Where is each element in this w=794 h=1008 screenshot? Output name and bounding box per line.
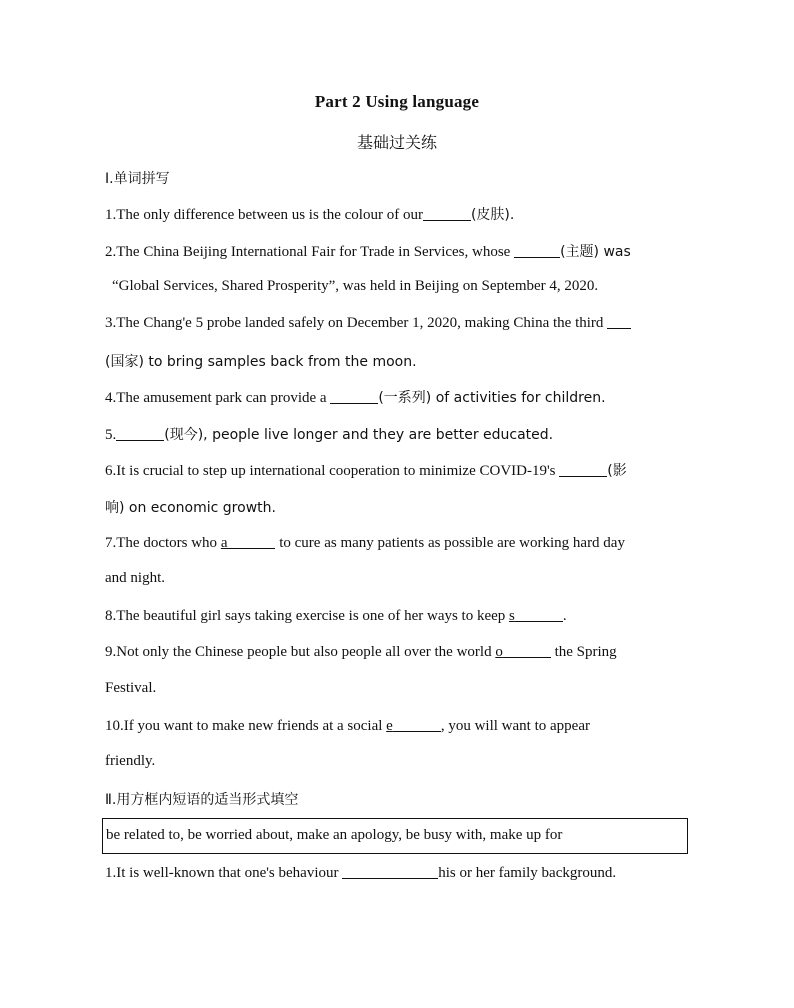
question-7: 7.The doctors who a to cure as many patients as possible are working hard day bbox=[105, 535, 625, 551]
answer-blank[interactable] bbox=[227, 534, 275, 549]
answer-blank[interactable] bbox=[559, 462, 607, 477]
question-4: 4.The amusement park can provide a (一系列) of activities for children. bbox=[105, 390, 606, 406]
question-9: 9.Not only the Chinese people but also people all over the world o the Spring bbox=[105, 644, 617, 660]
answer-blank[interactable] bbox=[342, 864, 438, 879]
section-1-heading: Ⅰ.单词拼写 bbox=[105, 171, 170, 187]
answer-blank[interactable] bbox=[116, 426, 164, 441]
question-2-cont: “Global Services, Shared Prosperity”, was held in Beijing on September 4, 2020. bbox=[112, 278, 599, 294]
page-subtitle: 基础过关练 bbox=[356, 133, 437, 152]
answer-blank[interactable] bbox=[514, 243, 560, 258]
question-3-cont: (国家) to bring samples back from the moon. bbox=[105, 354, 417, 370]
question-10-cont: friendly. bbox=[105, 753, 156, 769]
answer-blank[interactable] bbox=[515, 607, 563, 622]
answer-blank[interactable] bbox=[393, 717, 441, 732]
question-5: 5. (现今), people live longer and they are better educated. bbox=[105, 427, 554, 443]
question-6: 6.It is crucial to step up international cooperation to minimize COVID-19's (影 bbox=[105, 463, 627, 479]
page-title: Part 2 Using language bbox=[314, 92, 480, 111]
section-2-heading: Ⅱ.用方框内短语的适当形式填空 bbox=[105, 792, 299, 808]
question-7-cont: and night. bbox=[105, 570, 165, 586]
question-9-cont: Festival. bbox=[105, 680, 157, 696]
question-1: 1.The only difference between us is the colour of our (皮肤). bbox=[105, 207, 515, 223]
question-8: 8.The beautiful girl says taking exercise is one of her ways to keep s . bbox=[105, 608, 567, 624]
answer-blank[interactable] bbox=[423, 206, 471, 221]
answer-blank[interactable] bbox=[503, 643, 551, 658]
section-2-question-1: 1.It is well-known that one's behaviour his or her family background. bbox=[105, 865, 617, 881]
phrase-box: be related to, be worried about, make an apology, be busy with, make up for bbox=[102, 818, 688, 854]
answer-blank[interactable] bbox=[607, 314, 631, 329]
question-6-cont: 响) on economic growth. bbox=[105, 500, 276, 516]
question-10: 10.If you want to make new friends at a social e , you will want to appear bbox=[105, 718, 590, 734]
answer-blank[interactable] bbox=[330, 389, 378, 404]
question-3: 3.The Chang'e 5 probe landed safely on December 1, 2020, making China the third bbox=[105, 314, 631, 332]
question-2: 2.The China Beijing International Fair for Trade in Services, whose (主题) was bbox=[105, 244, 631, 260]
